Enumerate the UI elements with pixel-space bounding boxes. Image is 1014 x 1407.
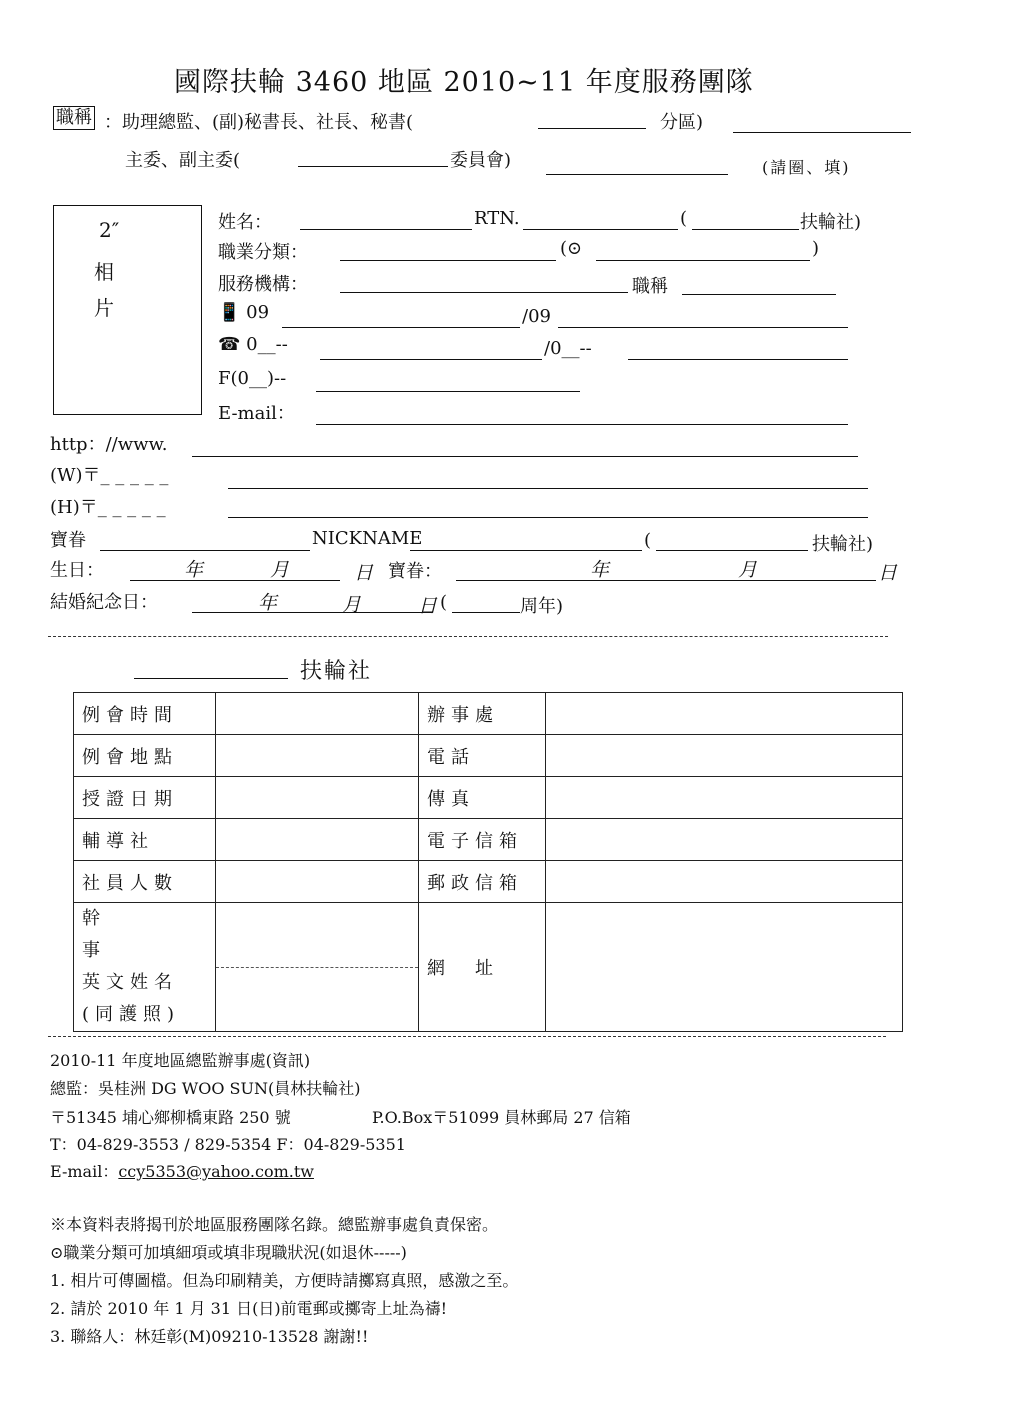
organization-label: 服務機構： [218,274,308,295]
phone-cell[interactable] [546,735,903,777]
committee-field[interactable] [298,166,448,167]
spouse-club-suffix: 扶輪社) [812,534,874,555]
anniversary-suffix: 周年) [520,596,564,617]
committee-label: 委員會) [450,150,512,171]
anniversary-open: ( [440,592,448,613]
home-address-field[interactable] [228,517,868,518]
spouse-birthday-day-mark: 日 [878,562,898,584]
org-title-field[interactable] [682,294,836,295]
job-title-box: 職稱 [53,106,95,130]
photo-size: 2″ [99,218,120,242]
secretary-label-1: 幹事 [82,908,170,961]
fax-field[interactable] [316,391,580,392]
note-1: 1. 相片可傳圖檔。但為印刷精美，方便時請擲寫真照，感激之至。 [50,1271,519,1290]
secretary-english-name-cell[interactable] [216,968,418,1014]
photo-label-2: 片 [94,296,114,320]
table-row [74,777,903,819]
spouse-birthday-label: 寶眷： [388,561,442,582]
photo-box[interactable] [53,205,202,415]
occupation-mark: (⊙ [560,238,583,259]
spouse-name-field[interactable] [100,550,310,551]
note-2: 2. 請於 2010 年 1 月 31 日(日)前電郵或擲寄上址為禱! [50,1299,448,1318]
work-address-label: (W)〒_ _ _ _ _ [50,465,169,486]
note-3: 3. 聯絡人：林廷彰(M)09210-13528 謝謝!! [50,1327,369,1346]
website-cell[interactable] [546,903,903,1032]
website-label: http：//www. [50,434,168,455]
page-title: 國際扶輪 3460 地區 2010~11 年度服務團隊 [174,67,754,98]
office-email-row [50,1159,314,1182]
secretary-cell[interactable] [216,903,419,1032]
home-address-label: (H)〒_ _ _ _ _ [50,497,166,518]
org-title-label: 職稱 [632,276,668,297]
mobile-sep: /09 [522,306,551,327]
division-field[interactable] [538,128,646,129]
nickname-label: NICKNAME [312,528,423,549]
sponsor-club-label: 輔導社 [74,819,216,861]
club-field[interactable] [692,229,799,230]
office-email-label: E-mail： [50,1162,119,1181]
office-address: 〒51345 埔心鄉柳橋東路 250 號 [50,1108,291,1127]
spouse-club-open: ( [644,530,652,551]
secretary-label-2: 英文姓名 [82,972,178,993]
title-fill-field-2[interactable] [546,174,728,175]
website-field[interactable] [192,456,858,457]
spouse-birthday-field[interactable] [456,580,876,581]
mobile-field-2[interactable] [558,327,848,328]
birthday-month-mark: 月 [270,559,290,581]
job-title-options-2: 主委、副主委( [125,150,241,171]
name-label: 姓名： [218,212,272,233]
website-label-cell: 網址 [419,903,546,1032]
meeting-place-label: 例會地點 [74,735,216,777]
secretary-label-3: (同護照) [82,1004,181,1025]
name-field[interactable] [300,229,472,230]
office-phone-fax: T：04-829-3553 / 829-5354 F：04-829-5351 [50,1135,406,1154]
club-name-field[interactable] [134,678,288,679]
tel-field-2[interactable] [628,359,848,360]
spouse-birthday-year-mark: 年 [590,559,610,581]
office-line-2: 總監：吳桂洲 DG WOO SUN(員林扶輪社) [50,1079,361,1098]
spouse-birthday-month-mark: 月 [738,559,758,581]
meeting-time-label: 例會時間 [74,693,216,735]
fax-cell[interactable] [546,777,903,819]
meeting-time-cell[interactable] [216,693,419,735]
rtn-label: RTN. [474,208,520,229]
mobile-prefix: 09 [246,302,270,323]
table-row [74,861,903,903]
table-row [74,735,903,777]
note-privacy: ※本資料表將揭刊於地區服務團隊名錄。總監辦事處負責保密。 [50,1215,499,1234]
note-occupation: ⊙職業分類可加填細項或填非現職狀況(如退休-----) [50,1243,407,1262]
phone-label: 電話 [419,735,546,777]
mobile-field-1[interactable] [282,327,520,328]
fax-label-cell: 傳真 [419,777,546,819]
spouse-club-field[interactable] [656,550,808,551]
sponsor-club-cell[interactable] [216,819,419,861]
meeting-place-cell[interactable] [216,735,419,777]
tel-prefix: 0__-- [246,334,288,355]
office-cell[interactable] [546,693,903,735]
anniversary-years-field[interactable] [452,612,520,613]
club-email-label: 電子信箱 [419,819,546,861]
anniversary-day-mark: 日 [418,595,438,617]
secretary-label [74,903,216,1032]
birthday-day-mark: 日 [354,562,374,584]
photo-label-1: 相 [94,260,114,284]
office-po-box: P.O.Box〒51099 員林郵局 27 信箱 [372,1108,631,1127]
divider-2 [48,1036,886,1037]
rtn-field[interactable] [523,229,678,230]
nickname-field[interactable] [410,550,642,551]
tel-sep: /0__-- [544,338,592,359]
division-label: 分區) [660,112,704,133]
charter-date-cell[interactable] [216,777,419,819]
email-field[interactable] [316,424,848,425]
fax-label: F(0__)-- [218,368,287,389]
anniversary-year-mark: 年 [258,592,278,614]
email-label: E-mail： [218,403,295,424]
office-label: 辦事處 [419,693,546,735]
job-title-options-1: ：助理總監、(副)秘書長、社長、秘書( [104,112,414,133]
club-open: ( [680,208,688,229]
anniversary-field[interactable] [192,612,432,613]
telephone-icon: ☎ [218,334,241,355]
office-email-link[interactable]: ccy5353@yahoo.com.tw [118,1162,314,1181]
club-email-cell[interactable] [546,819,903,861]
table-row [74,693,903,735]
member-count-label: 社員人數 [74,861,216,903]
spouse-label: 寶眷 [50,530,86,551]
club-section-title: 扶輪社 [300,659,373,684]
divider-1 [48,636,888,637]
office-line-1: 2010-11 年度地區總監辦事處(資訊) [50,1051,311,1070]
work-address-field[interactable] [228,488,868,489]
birthday-year-mark: 年 [184,559,204,581]
tel-field-1[interactable] [320,359,542,360]
occupation-label: 職業分類： [218,242,308,263]
circle-fill-note: (請圈、填) [762,158,851,177]
member-count-cell[interactable] [216,861,419,903]
birthday-field[interactable] [130,580,340,581]
occupation-detail-field[interactable] [596,260,810,261]
secretary-name-cell[interactable] [216,921,418,968]
mobile-phone-icon: 📱 [218,302,241,323]
birthday-label: 生日： [50,560,104,581]
po-box-cell[interactable] [546,861,903,903]
charter-date-label: 授證日期 [74,777,216,819]
po-box-label: 郵政信箱 [419,861,546,903]
occupation-field[interactable] [340,260,556,261]
table-row [74,903,903,1032]
anniversary-label: 結婚紀念日： [50,592,158,613]
organization-field[interactable] [340,292,628,293]
occupation-close: ) [812,238,820,259]
club-suffix: 扶輪社) [800,212,862,233]
anniversary-month-mark: 月 [342,594,362,616]
mobile-row [218,302,269,323]
club-info-table [73,692,903,1032]
table-row [74,819,903,861]
tel-row [218,334,288,355]
title-fill-field-1[interactable] [733,132,911,133]
